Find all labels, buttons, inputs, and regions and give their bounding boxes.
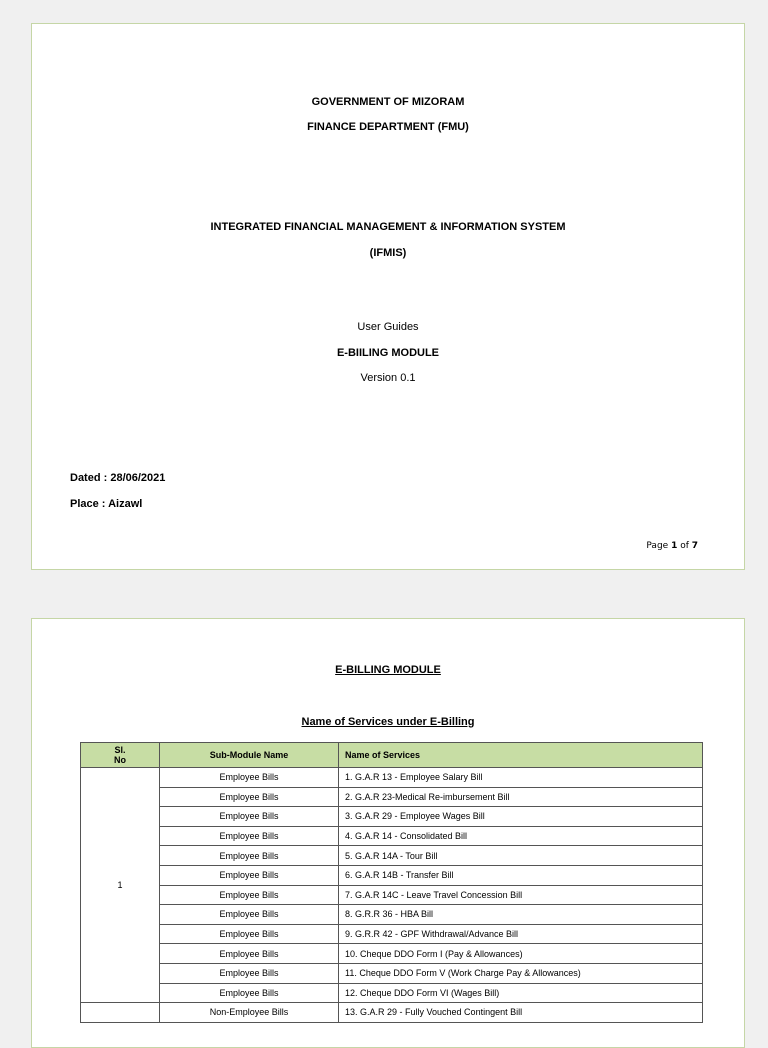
service-cell: 8. G.R.R 36 - HBA Bill <box>339 905 703 925</box>
cover-page <box>31 23 745 570</box>
sub-module-cell: Employee Bills <box>160 826 339 846</box>
user-guides-label: User Guides <box>357 321 419 333</box>
services-page <box>31 618 745 1048</box>
sub-module-cell: Employee Bills <box>160 846 339 866</box>
sl-number-cell-empty <box>81 1003 160 1023</box>
page-number: Page 1 of 7 <box>646 541 698 551</box>
table-row <box>81 807 703 827</box>
service-cell: 13. G.A.R 29 - Fully Vouched Contingent Bill <box>339 1003 703 1023</box>
service-cell: 7. G.A.R 14C - Leave Travel Concession Bill <box>339 885 703 905</box>
table-row <box>81 768 703 788</box>
table-row <box>81 826 703 846</box>
service-cell: 5. G.A.R 14A - Tour Bill <box>339 846 703 866</box>
place-line: Place : Aizawl <box>70 498 143 510</box>
sub-module-cell: Employee Bills <box>160 865 339 885</box>
table-row <box>81 944 703 964</box>
service-cell: 4. G.A.R 14 - Consolidated Bill <box>339 826 703 846</box>
version-label: Version 0.1 <box>360 372 416 384</box>
table-caption: Name of Services under E-Billing <box>301 716 475 728</box>
table-row <box>81 983 703 1003</box>
sub-module-cell: Employee Bills <box>160 885 339 905</box>
sub-module-cell: Employee Bills <box>160 963 339 983</box>
sub-module-cell: Employee Bills <box>160 787 339 807</box>
sub-module-cell: Employee Bills <box>160 768 339 788</box>
service-cell: 1. G.A.R 13 - Employee Salary Bill <box>339 768 703 788</box>
table-row <box>81 787 703 807</box>
table-row <box>81 905 703 925</box>
sub-module-cell: Employee Bills <box>160 983 339 1003</box>
department-name: FINANCE DEPARTMENT (FMU) <box>307 121 469 133</box>
sub-module-cell: Employee Bills <box>160 807 339 827</box>
service-cell: 9. G.R.R 42 - GPF Withdrawal/Advance Bill <box>339 924 703 944</box>
sub-module-cell: Employee Bills <box>160 924 339 944</box>
government-name: GOVERNMENT OF MIZORAM <box>311 96 465 108</box>
sub-module-cell: Non-Employee Bills <box>160 1003 339 1023</box>
system-abbreviation: (IFMIS) <box>369 247 407 259</box>
module-title: E-BIILING MODULE <box>336 347 440 359</box>
header-sub-module: Sub-Module Name <box>160 743 339 768</box>
service-cell: 6. G.A.R 14B - Transfer Bill <box>339 865 703 885</box>
table-row <box>81 924 703 944</box>
header-services: Name of Services <box>339 743 703 768</box>
table-row <box>81 846 703 866</box>
table-row <box>81 885 703 905</box>
table-row <box>81 865 703 885</box>
service-cell: 10. Cheque DDO Form I (Pay & Allowances) <box>339 944 703 964</box>
service-cell: 11. Cheque DDO Form V (Work Charge Pay & Allowances) <box>339 963 703 983</box>
services-table <box>80 742 703 1023</box>
service-cell: 2. G.A.R 23-Medical Re-imbursement Bill <box>339 787 703 807</box>
table-header-row <box>81 743 703 768</box>
section-title: E-BILLING MODULE <box>335 664 441 676</box>
table-row <box>81 963 703 983</box>
header-sl-no: Sl. No <box>81 743 160 768</box>
sl-number-cell: 1 <box>81 768 160 1003</box>
sub-module-cell: Employee Bills <box>160 905 339 925</box>
service-cell: 12. Cheque DDO Form VI (Wages Bill) <box>339 983 703 1003</box>
dated-line: Dated : 28/06/2021 <box>70 472 166 484</box>
sub-module-cell: Employee Bills <box>160 944 339 964</box>
system-title: INTEGRATED FINANCIAL MANAGEMENT & INFORMATION SYSTEM <box>210 221 566 233</box>
service-cell: 3. G.A.R 29 - Employee Wages Bill <box>339 807 703 827</box>
table-row <box>81 1003 703 1023</box>
